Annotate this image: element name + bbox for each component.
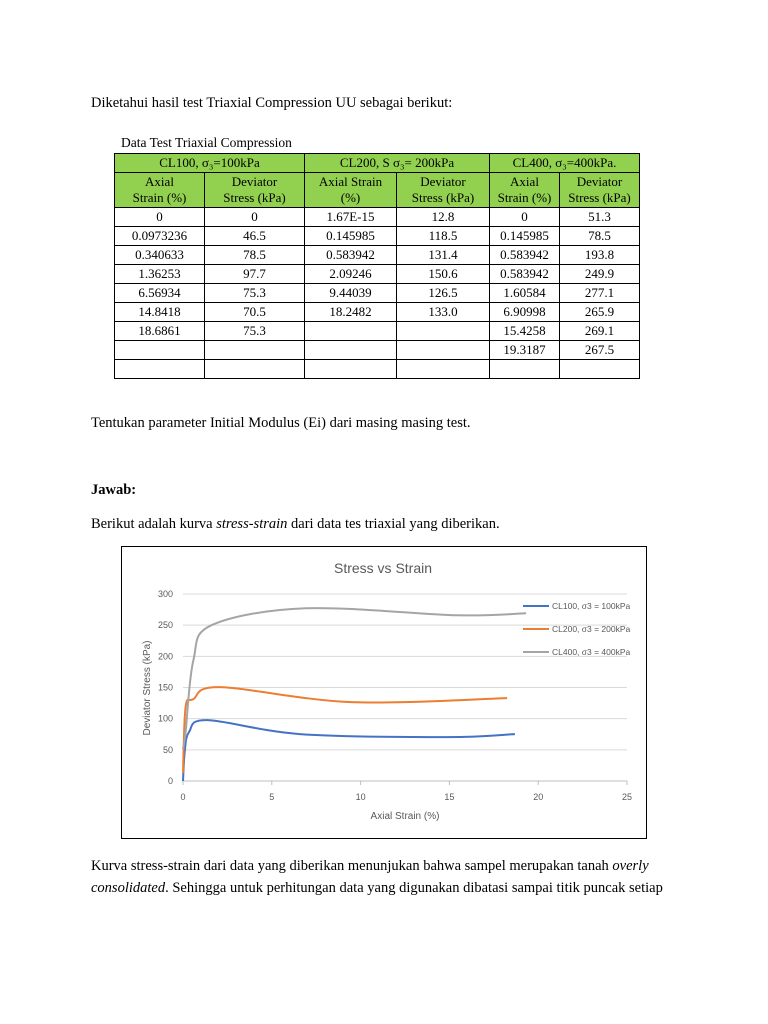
- group-header-cl400: CL400, σ₃=400kPa.: [490, 154, 640, 173]
- conclusion-line-1: Kurva stress-strain dari data yang diberikan menunjukan bahwa sampel merupakan tanah overly: [91, 858, 649, 874]
- column-header: Axial Strain (%): [490, 173, 560, 208]
- table-group-header-row: [115, 154, 640, 173]
- curve-intro-text: Berikut adalah kurva stress-strain dari data tes triaxial yang diberikan.: [91, 516, 500, 532]
- y-tick-label: 300: [157, 589, 173, 599]
- stress-strain-chart: [121, 546, 647, 839]
- table-row: [115, 284, 640, 303]
- answer-label: Jawab:: [91, 482, 137, 498]
- table-cell: 267.5: [560, 341, 640, 360]
- table-cell: 75.3: [205, 322, 305, 341]
- x-tick-label: 20: [533, 792, 544, 802]
- x-tick-label: 15: [444, 792, 455, 802]
- table-cell: 6.90998: [490, 303, 560, 322]
- table-cell: 0.583942: [490, 246, 560, 265]
- x-axis-label: Axial Strain (%): [370, 811, 440, 822]
- table-cell: [115, 360, 205, 379]
- table-cell: 12.8: [397, 208, 490, 227]
- table-cell: [305, 341, 397, 360]
- x-tick-label: 0: [180, 792, 186, 802]
- table-cell: 14.8418: [115, 303, 205, 322]
- column-header: Axial Strain (%): [115, 173, 205, 208]
- table-cell: [305, 322, 397, 341]
- conclusion-text: [91, 855, 681, 899]
- x-tick-label: 10: [355, 792, 366, 802]
- table-cell: 18.2482: [305, 303, 397, 322]
- y-axis-label: Deviator Stress (kPa): [142, 640, 153, 736]
- table-cell: 18.6861: [115, 322, 205, 341]
- y-tick-label: 50: [162, 744, 173, 755]
- table-cell: 0.145985: [490, 227, 560, 246]
- table-row: [115, 208, 640, 227]
- table-cell: 269.1: [560, 322, 640, 341]
- legend-label: CL200, σ3 = 200kPa: [552, 624, 631, 634]
- table-cell: 277.1: [560, 284, 640, 303]
- table-cell: [397, 360, 490, 379]
- table-cell: [115, 341, 205, 360]
- table-cell: 15.4258: [490, 322, 560, 341]
- y-tick-label: 0: [167, 776, 173, 786]
- y-tick-label: 150: [157, 682, 173, 693]
- intro-text: Diketahui hasil test Triaxial Compression UU sebagai berikut:: [91, 95, 453, 111]
- table-cell: [305, 360, 397, 379]
- legend-label: CL400, σ3 = 400kPa: [552, 647, 631, 657]
- table-cell: [205, 360, 305, 379]
- table-cell: 150.6: [397, 265, 490, 284]
- chart-title: Stress vs Strain: [333, 560, 433, 576]
- table-cell: [490, 360, 560, 379]
- conclusion-line-2: consolidated. Sehingga untuk perhitungan data yang digunakan dibatasi sampai titik puncak setiap: [91, 880, 663, 896]
- table-row: [115, 265, 640, 284]
- table-cell: 131.4: [397, 246, 490, 265]
- x-tick-label: 25: [621, 792, 633, 802]
- table-caption: Data Test Triaxial Compression: [121, 135, 292, 150]
- table-cell: [205, 341, 305, 360]
- table-cell: 0.583942: [490, 265, 560, 284]
- y-tick-label: 100: [157, 713, 173, 724]
- table-cell: 78.5: [560, 227, 640, 246]
- column-header: Deviator Stress (kPa): [560, 173, 640, 208]
- table-row: [115, 303, 640, 322]
- x-tick-label: 5: [269, 792, 275, 802]
- table-row: [115, 246, 640, 265]
- column-header: Deviator Stress (kPa): [397, 173, 490, 208]
- group-header-cl100: CL100, σ₃=100kPa: [115, 154, 305, 173]
- table-cell: 2.09246: [305, 265, 397, 284]
- table-cell: 78.5: [205, 246, 305, 265]
- y-tick-label: 200: [157, 651, 173, 662]
- table-body: [115, 208, 640, 379]
- table-cell: 9.44039: [305, 284, 397, 303]
- y-tick-label: 250: [157, 620, 173, 631]
- column-header: Deviator Stress (kPa): [205, 173, 305, 208]
- table-cell: 51.3: [560, 208, 640, 227]
- triaxial-data-table: [114, 153, 640, 379]
- column-header: Axial Strain (%): [305, 173, 397, 208]
- table-cell: 1.67E-15: [305, 208, 397, 227]
- group-header-cl200: CL200, S σ₃= 200kPa: [305, 154, 490, 173]
- table-cell: [397, 322, 490, 341]
- table-cell: 19.3187: [490, 341, 560, 360]
- question-text: Tentukan parameter Initial Modulus (Ei) dari masing masing test.: [91, 415, 471, 431]
- table-cell: 0.145985: [305, 227, 397, 246]
- table-cell: 97.7: [205, 265, 305, 284]
- legend-label: CL100, σ3 = 100kPa: [552, 601, 631, 611]
- table-cell: 70.5: [205, 303, 305, 322]
- table-row: [115, 360, 640, 379]
- table-cell: 193.8: [560, 246, 640, 265]
- table-row: [115, 322, 640, 341]
- table-cell: 0: [115, 208, 205, 227]
- table-cell: 75.3: [205, 284, 305, 303]
- table-cell: [397, 341, 490, 360]
- table-cell: 249.9: [560, 265, 640, 284]
- table-cell: 1.60584: [490, 284, 560, 303]
- table-cell: 265.9: [560, 303, 640, 322]
- table-cell: 126.5: [397, 284, 490, 303]
- table-cell: 0: [205, 208, 305, 227]
- table-cell: 1.36253: [115, 265, 205, 284]
- table-cell: 0: [490, 208, 560, 227]
- table-row: [115, 227, 640, 246]
- table-column-header-row: [115, 173, 640, 208]
- table-cell: 6.56934: [115, 284, 205, 303]
- table-row: [115, 341, 640, 360]
- table-cell: 46.5: [205, 227, 305, 246]
- table-cell: 118.5: [397, 227, 490, 246]
- table-cell: 133.0: [397, 303, 490, 322]
- table-cell: 0.0973236: [115, 227, 205, 246]
- table-cell: 0.583942: [305, 246, 397, 265]
- table-cell: [560, 360, 640, 379]
- table-cell: 0.340633: [115, 246, 205, 265]
